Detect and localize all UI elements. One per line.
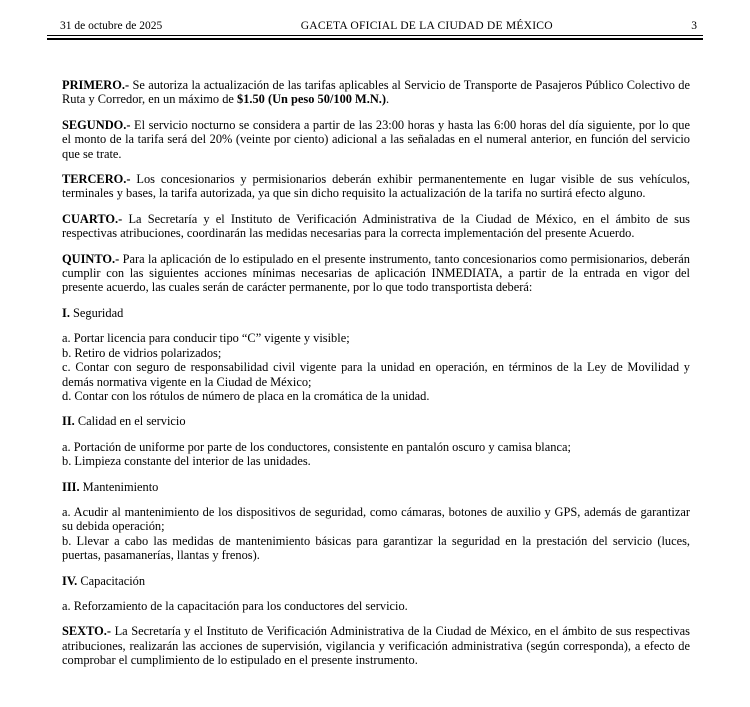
paragraph-label-cuarto: CUARTO.- <box>62 211 123 226</box>
paragraph-text-quinto: Para la aplicación de lo estipulado en el presente instrumento, tanto concesionarios como permisionarios, deberán cumplir con las siguientes acciones mínimas necesarias de aplicación INMEDIATA, a partir de la entrada en vigor del presente acuerdo, las cuales serán de carácter permanente, por lo que todo transportista deberá: <box>62 251 690 295</box>
section-title-3: Mantenimiento <box>79 479 159 494</box>
paragraph-tercero <box>62 172 690 201</box>
list-item: a. Portar licencia para conducir tipo “C” vigente y visible; <box>62 331 350 346</box>
paragraph-text-primero-before: Se autoriza la actualización de las tarifas aplicables al Servicio de Transporte de Pasajeros Público Colectivo de Ruta y Corredor, en un máximo de <box>62 78 690 107</box>
section-items-3 <box>62 505 690 563</box>
paragraph-sexto <box>62 624 690 667</box>
section-title-1: Seguridad <box>69 305 124 320</box>
document-body <box>62 78 690 679</box>
header-rule-thick <box>47 38 703 41</box>
section-title-4: Capacitación <box>77 573 146 588</box>
paragraph-label-primero: PRIMERO.- <box>62 78 130 92</box>
section-heading-1 <box>62 306 690 320</box>
list-item: a. Acudir al mantenimiento de los dispositivos de seguridad, como cámaras, botones de auxilio y GPS, además de garantizar su debida operación; <box>62 504 690 534</box>
list-item: c. Contar con seguro de responsabilidad civil vigente para la unidad en operación, en términos de la Ley de Movilidad y demás normativa vigente en la Ciudad de México; <box>62 360 690 389</box>
list-item: b. Retiro de vidrios polarizados; <box>62 345 222 360</box>
list-item: a. Portación de uniforme por parte de los conductores, consistente en pantalón oscuro y camisa blanca; <box>62 439 571 454</box>
section-items-4 <box>62 599 690 613</box>
paragraph-text-cuarto: La Secretaría y el Instituto de Verificación Administrativa de la Ciudad de México, en el ámbito de sus respectivas atribuciones, coordinarán las medidas necesarias para la correcta implementación del presente Acuerdo. <box>62 211 690 241</box>
section-numeral-1: I. <box>62 305 70 320</box>
section-heading-2 <box>62 414 690 428</box>
paragraph-label-segundo: SEGUNDO.- <box>62 117 131 132</box>
paragraph-segundo <box>62 118 690 161</box>
tariff-amount: $1.50 (Un peso 50/100 M.N.) <box>237 92 387 107</box>
section-numeral-3: III. <box>62 479 80 494</box>
section-numeral-4: IV. <box>62 573 78 588</box>
list-item: b. Limpieza constante del interior de las unidades. <box>62 454 311 469</box>
header-page-number: 3 <box>691 20 697 32</box>
section-numeral-2: II. <box>62 414 75 429</box>
paragraph-text-segundo: El servicio nocturno se considera a partir de las 23:00 horas y hasta las 6:00 horas del día siguiente, por lo que el monto de la tarifa será del 20% (veinte por ciento) adicional a las señaladas en el numeral anterior, en función del servicio que se trate. <box>62 117 690 161</box>
paragraph-text-sexto: La Secretaría y el Instituto de Verificación Administrativa de la Ciudad de México, en el ámbito de sus respectivas atribuciones, realizarán las acciones de supervisión, vigilancia y verificación administrativa (según corresponda), a efecto de comprobar el cumplimiento de lo estipulado en el presente instrumento. <box>62 624 690 668</box>
paragraph-label-tercero: TERCERO.- <box>62 172 131 187</box>
header-double-rule <box>47 35 703 40</box>
list-item: d. Contar con los rótulos de número de placa en la cromática de la unidad. <box>62 388 430 403</box>
section-items-2 <box>62 440 690 469</box>
paragraph-primero <box>62 78 690 107</box>
list-item: b. Llevar a cabo las medidas de mantenimiento básicas para garantizar la seguridad en la prestación del servicio (luces, puertas, pasamanerías, llantas y frenos). <box>62 533 690 563</box>
header-date: 31 de octubre de 2025 <box>60 20 163 32</box>
paragraph-label-sexto: SEXTO.- <box>62 624 112 639</box>
section-title-2: Calidad en el servicio <box>74 414 186 429</box>
list-item: a. Reforzamiento de la capacitación para los conductores del servicio. <box>62 598 408 613</box>
paragraph-cuarto <box>62 212 690 241</box>
section-heading-4 <box>62 574 690 588</box>
paragraph-text-tercero: Los concesionarios y permisionarios deberán exhibir permanentemente en lugar visible de sus vehículos, terminales y bases, la tarifa autorizada, ya que sin dicho requisito la actualización de la tarifa no surtirá efecto alguno. <box>62 172 690 201</box>
section-heading-3 <box>62 480 690 494</box>
section-items-1 <box>62 331 690 403</box>
paragraph-text-primero-after: . <box>386 92 390 107</box>
paragraph-label-quinto: QUINTO.- <box>62 251 120 266</box>
paragraph-quinto <box>62 252 690 295</box>
header-publication-title: GACETA OFICIAL DE LA CIUDAD DE MÉXICO <box>300 19 553 32</box>
